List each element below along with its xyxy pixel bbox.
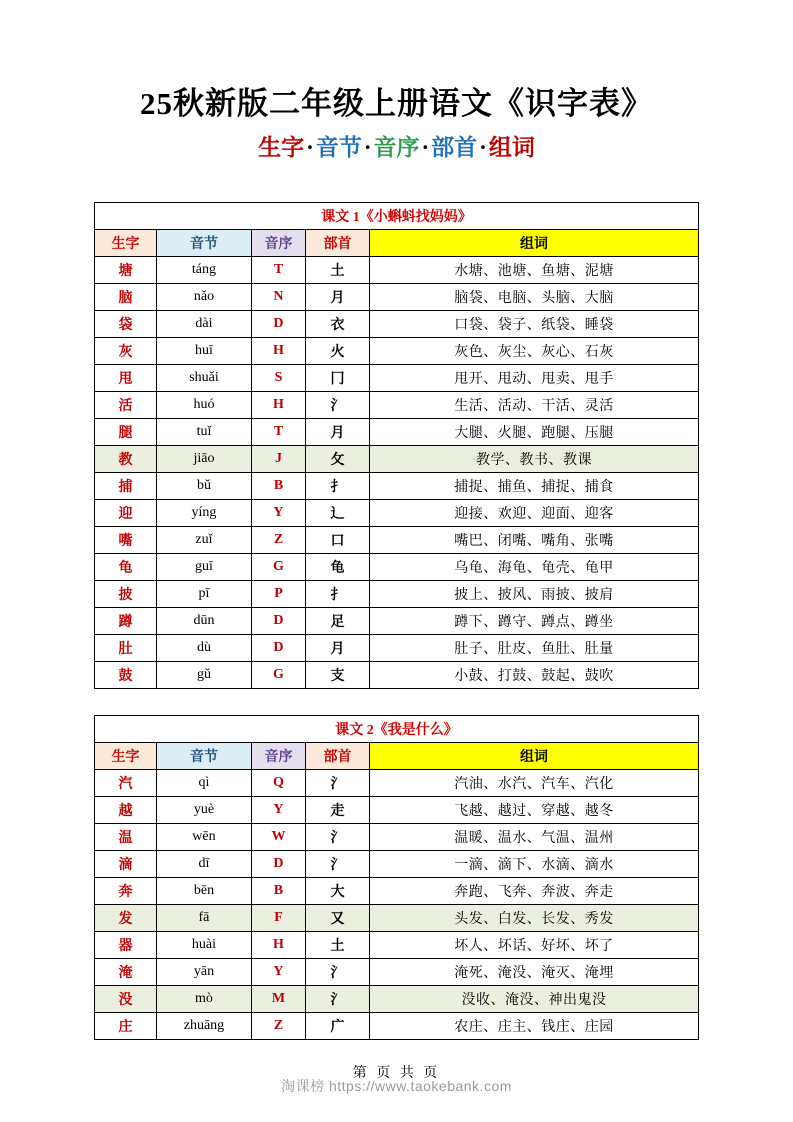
cell-radical: 大 <box>305 878 369 905</box>
cell-character: 脑 <box>94 284 156 311</box>
cell-radical: 衣 <box>305 311 369 338</box>
cell-character: 滴 <box>94 851 156 878</box>
column-header-1: 音节 <box>156 230 251 257</box>
cell-initial: T <box>251 419 305 446</box>
table-row <box>94 581 698 608</box>
cell-initial: Q <box>251 770 305 797</box>
lesson-title: 课文 2《我是什么》 <box>94 716 698 743</box>
subtitle-part-7: · <box>479 135 487 160</box>
cell-words: 没收、淹没、神出鬼没 <box>369 986 698 1013</box>
page-title: 25秋新版二年级上册语文《识字表》 <box>140 86 653 121</box>
cell-radical: 火 <box>305 338 369 365</box>
cell-words: 教学、教书、教课 <box>369 446 698 473</box>
cell-pinyin: tuǐ <box>156 419 251 446</box>
cell-character: 蹲 <box>94 608 156 635</box>
cell-radical: 氵 <box>305 851 369 878</box>
cell-character: 腿 <box>94 419 156 446</box>
cell-character: 塘 <box>94 257 156 284</box>
tables-container <box>46 202 747 1040</box>
cell-pinyin: dài <box>156 311 251 338</box>
column-header-4: 组词 <box>369 230 698 257</box>
cell-pinyin: bǔ <box>156 473 251 500</box>
cell-words: 汽油、水汽、汽车、汽化 <box>369 770 698 797</box>
cell-pinyin: yān <box>156 959 251 986</box>
cell-radical: 支 <box>305 662 369 689</box>
cell-words: 脑袋、电脑、头脑、大脑 <box>369 284 698 311</box>
table-row <box>94 554 698 581</box>
cell-character: 袋 <box>94 311 156 338</box>
subtitle-part-1: · <box>306 135 314 160</box>
watermark: 淘课榜 https://www.taokebank.com <box>281 1078 512 1094</box>
table-row <box>94 527 698 554</box>
cell-initial: Z <box>251 1013 305 1040</box>
table-row <box>94 824 698 851</box>
cell-character: 越 <box>94 797 156 824</box>
cell-initial: N <box>251 284 305 311</box>
cell-words: 农庄、庄主、钱庄、庄园 <box>369 1013 698 1040</box>
cell-initial: W <box>251 824 305 851</box>
cell-radical: 攵 <box>305 446 369 473</box>
cell-initial: H <box>251 932 305 959</box>
cell-initial: T <box>251 257 305 284</box>
table-row <box>94 797 698 824</box>
cell-character: 器 <box>94 932 156 959</box>
cell-pinyin: dūn <box>156 608 251 635</box>
cell-radical: 口 <box>305 527 369 554</box>
cell-character: 淹 <box>94 959 156 986</box>
table-row <box>94 365 698 392</box>
table-row <box>94 473 698 500</box>
table-row <box>94 662 698 689</box>
cell-initial: D <box>251 635 305 662</box>
table-row <box>94 770 698 797</box>
subtitle-part-5: · <box>421 135 430 160</box>
cell-words: 披上、披风、雨披、披肩 <box>369 581 698 608</box>
cell-character: 奔 <box>94 878 156 905</box>
cell-pinyin: huī <box>156 338 251 365</box>
cell-pinyin: huó <box>156 392 251 419</box>
table-row <box>94 851 698 878</box>
cell-words: 小鼓、打鼓、鼓起、鼓吹 <box>369 662 698 689</box>
cell-words: 乌龟、海龟、龟壳、龟甲 <box>369 554 698 581</box>
column-header-row <box>94 230 698 257</box>
cell-radical: 土 <box>305 257 369 284</box>
cell-pinyin: gǔ <box>156 662 251 689</box>
cell-initial: D <box>251 851 305 878</box>
cell-words: 温暖、温水、气温、温州 <box>369 824 698 851</box>
table-row <box>94 284 698 311</box>
cell-pinyin: zuǐ <box>156 527 251 554</box>
cell-pinyin: pī <box>156 581 251 608</box>
cell-pinyin: bēn <box>156 878 251 905</box>
cell-initial: J <box>251 446 305 473</box>
cell-words: 水塘、池塘、鱼塘、泥塘 <box>369 257 698 284</box>
column-header-row <box>94 743 698 770</box>
column-header-0: 生字 <box>94 230 156 257</box>
column-header-3: 部首 <box>305 230 369 257</box>
page-subtitle <box>46 129 747 162</box>
subtitle-part-6: 部首 <box>431 135 478 160</box>
cell-words: 迎接、欢迎、迎面、迎客 <box>369 500 698 527</box>
cell-pinyin: qì <box>156 770 251 797</box>
column-header-3: 部首 <box>305 743 369 770</box>
cell-character: 汽 <box>94 770 156 797</box>
cell-words: 口袋、袋子、纸袋、睡袋 <box>369 311 698 338</box>
cell-character: 发 <box>94 905 156 932</box>
cell-character: 披 <box>94 581 156 608</box>
table-row <box>94 338 698 365</box>
cell-pinyin: yíng <box>156 500 251 527</box>
column-header-2: 音序 <box>251 743 305 770</box>
cell-pinyin: fā <box>156 905 251 932</box>
cell-radical: 氵 <box>305 392 369 419</box>
cell-initial: H <box>251 338 305 365</box>
cell-initial: Z <box>251 527 305 554</box>
cell-character: 活 <box>94 392 156 419</box>
cell-words: 肚子、肚皮、鱼肚、肚量 <box>369 635 698 662</box>
cell-initial: D <box>251 311 305 338</box>
cell-pinyin: yuè <box>156 797 251 824</box>
cell-character: 捕 <box>94 473 156 500</box>
cell-initial: Y <box>251 500 305 527</box>
table-row <box>94 986 698 1013</box>
cell-words: 奔跑、飞奔、奔波、奔走 <box>369 878 698 905</box>
cell-words: 坏人、坏话、好坏、坏了 <box>369 932 698 959</box>
table-row <box>94 419 698 446</box>
cell-initial: G <box>251 554 305 581</box>
subtitle-part-2: 音节 <box>315 135 362 160</box>
subtitle-part-3: · <box>363 135 372 160</box>
cell-words: 飞越、越过、穿越、越冬 <box>369 797 698 824</box>
cell-initial: D <box>251 608 305 635</box>
cell-pinyin: táng <box>156 257 251 284</box>
cell-initial: H <box>251 392 305 419</box>
table-row <box>94 878 698 905</box>
cell-radical: 扌 <box>305 581 369 608</box>
cell-radical: 又 <box>305 905 369 932</box>
cell-words: 头发、白发、长发、秀发 <box>369 905 698 932</box>
page-footer: 第 页 共 页 <box>352 1066 441 1081</box>
cell-character: 温 <box>94 824 156 851</box>
table-row <box>94 446 698 473</box>
cell-character: 没 <box>94 986 156 1013</box>
cell-words: 捕捉、捕鱼、捕捉、捕食 <box>369 473 698 500</box>
cell-character: 迎 <box>94 500 156 527</box>
table-row <box>94 257 698 284</box>
cell-pinyin: jiāo <box>156 446 251 473</box>
subtitle-part-0: 生字 <box>258 135 305 160</box>
table-row <box>94 932 698 959</box>
cell-words: 大腿、火腿、跑腿、压腿 <box>369 419 698 446</box>
cell-initial: M <box>251 986 305 1013</box>
cell-pinyin: wēn <box>156 824 251 851</box>
cell-radical: 氵 <box>305 986 369 1013</box>
cell-character: 龟 <box>94 554 156 581</box>
cell-initial: G <box>251 662 305 689</box>
table-row <box>94 311 698 338</box>
cell-character: 教 <box>94 446 156 473</box>
cell-radical: 月 <box>305 419 369 446</box>
cell-pinyin: zhuāng <box>156 1013 251 1040</box>
column-header-1: 音节 <box>156 743 251 770</box>
cell-initial: Y <box>251 797 305 824</box>
cell-words: 生活、活动、干活、灵活 <box>369 392 698 419</box>
cell-radical: 氵 <box>305 959 369 986</box>
cell-pinyin: mò <box>156 986 251 1013</box>
subtitle-part-8: 组词 <box>488 135 535 160</box>
lesson-title-row <box>94 716 698 743</box>
cell-radical: 氵 <box>305 770 369 797</box>
table-row <box>94 500 698 527</box>
cell-pinyin: shuǎi <box>156 365 251 392</box>
cell-radical: 月 <box>305 284 369 311</box>
vocabulary-table <box>94 715 699 1040</box>
cell-pinyin: guī <box>156 554 251 581</box>
cell-words: 灰色、灰尘、灰心、石灰 <box>369 338 698 365</box>
cell-initial: B <box>251 473 305 500</box>
cell-radical: 扌 <box>305 473 369 500</box>
cell-character: 鼓 <box>94 662 156 689</box>
cell-radical: 土 <box>305 932 369 959</box>
cell-radical: 辶 <box>305 500 369 527</box>
cell-words: 淹死、淹没、淹灭、淹埋 <box>369 959 698 986</box>
subtitle-part-4: 音序 <box>373 135 420 160</box>
cell-initial: B <box>251 878 305 905</box>
cell-initial: F <box>251 905 305 932</box>
table-row <box>94 905 698 932</box>
cell-radical: 月 <box>305 635 369 662</box>
cell-initial: S <box>251 365 305 392</box>
cell-words: 甩开、甩动、甩卖、甩手 <box>369 365 698 392</box>
cell-words: 一滴、滴下、水滴、滴水 <box>369 851 698 878</box>
cell-radical: 广 <box>305 1013 369 1040</box>
cell-character: 甩 <box>94 365 156 392</box>
cell-pinyin: nǎo <box>156 284 251 311</box>
table-row <box>94 392 698 419</box>
cell-radical: 足 <box>305 608 369 635</box>
vocabulary-table <box>94 202 699 689</box>
cell-words: 嘴巴、闭嘴、嘴角、张嘴 <box>369 527 698 554</box>
cell-words: 蹲下、蹲守、蹲点、蹲坐 <box>369 608 698 635</box>
cell-radical: 氵 <box>305 824 369 851</box>
cell-pinyin: dī <box>156 851 251 878</box>
cell-radical: 走 <box>305 797 369 824</box>
cell-initial: P <box>251 581 305 608</box>
cell-character: 灰 <box>94 338 156 365</box>
cell-pinyin: huài <box>156 932 251 959</box>
cell-character: 庄 <box>94 1013 156 1040</box>
cell-initial: Y <box>251 959 305 986</box>
table-row <box>94 959 698 986</box>
lesson-title: 课文 1《小蝌蚪找妈妈》 <box>94 203 698 230</box>
table-row <box>94 635 698 662</box>
cell-radical: 冂 <box>305 365 369 392</box>
table-row <box>94 608 698 635</box>
cell-character: 肚 <box>94 635 156 662</box>
cell-radical: 龟 <box>305 554 369 581</box>
column-header-4: 组词 <box>369 743 698 770</box>
table-row <box>94 1013 698 1040</box>
cell-character: 嘴 <box>94 527 156 554</box>
column-header-0: 生字 <box>94 743 156 770</box>
lesson-title-row <box>94 203 698 230</box>
column-header-2: 音序 <box>251 230 305 257</box>
cell-pinyin: dù <box>156 635 251 662</box>
